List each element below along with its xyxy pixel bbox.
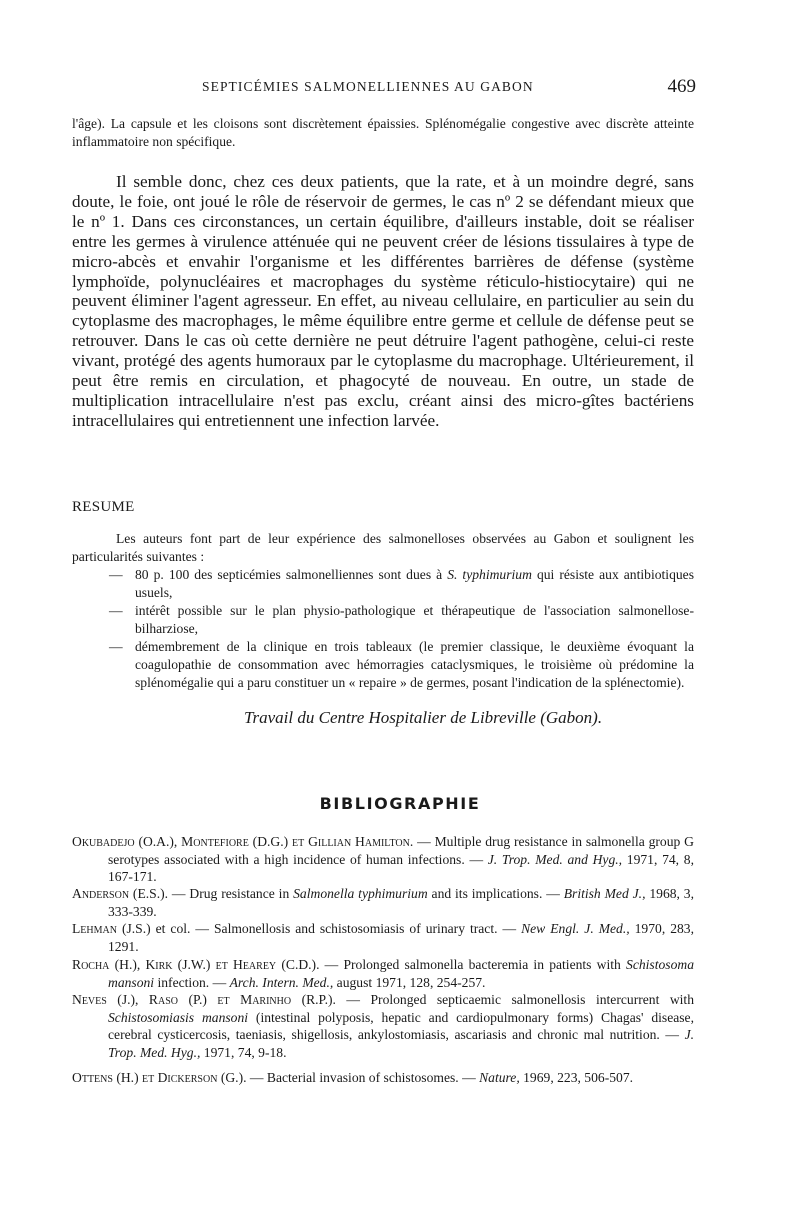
reference-entry: [72, 1069, 694, 1087]
running-header: [72, 76, 696, 98]
ref-title: (intestinal polyposis, hepatic and cardiopulmonary forms) Chagas' disease, cerebral cysticercosis, taeniasis, shigellosis, ankylostomiasis, ascariasis and chronic mal nutrition. —: [108, 1009, 694, 1042]
ref-species: Schistosomiasis mansoni: [108, 1009, 249, 1025]
reference-entry: [72, 885, 694, 920]
ref-species: Schistosoma mansoni: [108, 957, 694, 990]
ref-authors: Okubadejo (O.A.), Montefiore (D.G.) et Gillian Hamilton.: [72, 834, 414, 849]
ref-journal: Nature,: [479, 1070, 520, 1085]
ref-journal: Arch. Intern. Med.,: [229, 974, 334, 990]
ref-title: — Prolonged septicaemic salmonellosis intercurrent with: [335, 992, 694, 1007]
ref-species: Salmonella typhimurium: [293, 886, 428, 901]
ref-journal: J. Trop. Med. Hyg.,: [108, 1027, 694, 1060]
ref-details: 1970, 283, 1291.: [108, 921, 694, 954]
dash-marker: —: [109, 639, 123, 654]
ref-authors: Neves (J.), Raso (P.) et Marinho (R.P.).: [72, 992, 336, 1007]
ref-journal: British Med J.,: [563, 886, 646, 901]
ref-details: 1971, 74, 9-18.: [200, 1044, 287, 1060]
ref-title: et col. — Salmonellosis and schistosomiasis of urinary tract. —: [150, 921, 522, 936]
dash-marker: —: [109, 567, 123, 582]
page-number: 469: [667, 76, 696, 97]
discussion-paragraph: Il semble donc, chez ces deux patients, que la rate, et à un moindre degré, sans doute, le foie, ont joué le rôle de réservoir de germes, le cas nº 2 se défendant mieux que le nº 1. Dans ces circonstances, un certain équilibre, d'ailleurs instable, doit se réaliser entre les germes à virulence atténuée qui ne peuvent créer de lésions tissulaires à type de micro-abcès et envahir l'organisme et les différentes barrières de défense (système lymphoïde, polynucléaires et macrophages du système réticulo-histiocytaire) qui ne peuvent éliminer l'agent agresseur. En effet, au niveau cellulaire, en particulier au sein du cytoplasme des macrophages, le même équilibre entre germe et cellule de défense peut se retrouver. Dans le cas où cette dernière ne peut détruire l'agent pathogène, celui-ci reste vivant, protégé des agents humoraux par le cytoplasme du macrophage. Ultérieurement, il peut être remis en circulation, et phagocyté de nouveau. En outre, un stade de multiplication intracellulaire n'est pas exclu, créant ainsi des micro-gîtes bactériens intracellulaires qui entretiennent une infection larvée.: [72, 172, 694, 430]
ref-title: — Bacterial invasion of schistosomes. —: [246, 1070, 480, 1085]
item-text: démembrement de la clinique en trois tableaux (le premier classique, le deuxième évoquant la coagulopathie de consommation avec hémorragies cataclysmiques, le troisième où prédomine la splénomégalie qui a paru constituer un « repaire » de germes, posant l'indication de la splénectomie).: [135, 639, 694, 690]
item-text: qui résiste aux antibiotiques usuels,: [135, 567, 695, 600]
item-text: 80 p. 100 des septicémies salmonelliennes sont dues à: [135, 567, 448, 582]
ref-details: 1968, 3, 333-339.: [108, 886, 695, 919]
institution-credit: Travail du Centre Hospitalier de Libreville (Gabon).: [244, 708, 603, 727]
ref-title: — Prolonged salmonella bacteremia in patients with: [319, 957, 627, 972]
ref-authors: Ottens (H.) et Dickerson (G.).: [72, 1070, 247, 1085]
resume-intro: Les auteurs font part de leur expérience des salmonelloses observées au Gabon et soulignent les particularités suivantes :: [72, 531, 694, 564]
ref-title: infection. —: [154, 974, 230, 990]
resume-item: [109, 638, 694, 692]
item-text: intérêt possible sur le plan physio-pathologique et thérapeutique de l'association salmonellose-bilharziose,: [135, 603, 694, 636]
reference-entry: [72, 920, 694, 955]
pathology-paragraph: l'âge). La capsule et les cloisons sont discrètement épaissies. Splénomégalie congestive avec discrète atteinte inflammatoire non spécifique.: [72, 116, 694, 149]
bibliography-heading: BIBLIOGRAPHIE: [319, 794, 481, 813]
reference-entry: [72, 833, 694, 886]
ref-details: august 1971, 128, 254-257.: [333, 974, 486, 990]
ref-title: and its implications. —: [427, 886, 564, 901]
dash-marker: —: [109, 603, 123, 618]
ref-journal: J. Trop. Med. and Hyg.,: [487, 851, 623, 867]
ref-authors: Rocha (H.), Kirk (J.W.) et Hearey (C.D.).: [72, 957, 320, 972]
ref-details: 1969, 223, 506-507.: [519, 1070, 634, 1085]
ref-authors: Anderson (E.S.).: [72, 886, 169, 901]
ref-details: 1971, 74, 8, 167-171.: [108, 851, 694, 884]
running-title: SEPTICÉMIES SALMONELLIENNES AU GABON: [202, 79, 534, 94]
reference-entry: [72, 956, 694, 991]
species-name: S. typhimurium: [447, 567, 532, 582]
ref-authors: Lehman (J.S.): [72, 921, 151, 936]
ref-title: — Drug resistance in: [168, 886, 294, 901]
reference-entry: [72, 991, 694, 1061]
resume-item: [109, 566, 694, 602]
ref-journal: New Engl. J. Med.,: [521, 921, 630, 936]
resume-item: [109, 602, 694, 638]
ref-title: — Multiple drug resistance in salmonella group G serotypes associated with a high incidence of human infections. —: [108, 834, 694, 867]
resume-heading: RESUME: [72, 499, 135, 515]
